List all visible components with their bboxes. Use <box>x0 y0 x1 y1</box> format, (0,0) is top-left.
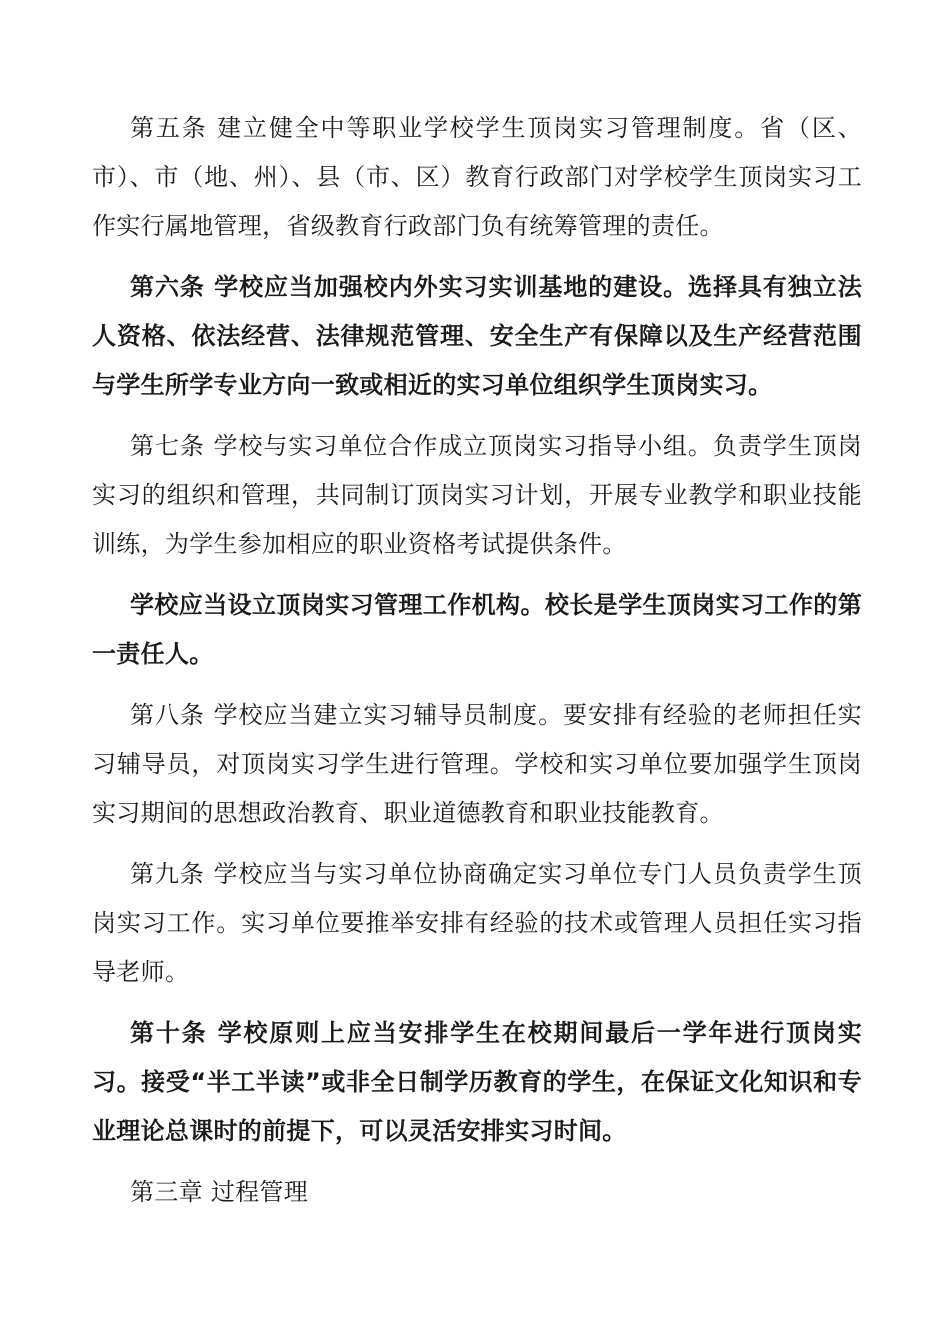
paragraph-management-body: 学校应当设立顶岗实习管理工作机构。校长是学生顶岗实习工作的第一责任人。 <box>92 591 862 668</box>
document-page <box>92 104 862 1229</box>
paragraph-article-10: 第十条 学校原则上应当安排学生在校期间最后一学年进行顶岗实习。接受“半工半读”或非全日制学历教育的学生，在保证文化知识和专业理论总课时的前提下，可以灵活安排实习时间。 <box>92 1019 862 1145</box>
paragraph-article-5: 第五条 建立健全中等职业学校学生顶岗实习管理制度。省（区、市）、市（地、州）、县（市、区）教育行政部门对学校学生顶岗实习工作实行属地管理，省级教育行政部门负有统筹管理的责任。 <box>92 114 862 240</box>
paragraph-article-6: 第六条 学校应当加强校内外实习实训基地的建设。选择具有独立法人资格、依法经营、法律规范管理、安全生产有保障以及生产经营范围与学生所学专业方向一致或相近的实习单位组织学生顶岗实习。 <box>92 273 862 399</box>
paragraph-article-8: 第八条 学校应当建立实习辅导员制度。要安排有经验的老师担任实习辅导员，对顶岗实习学生进行管理。学校和实习单位要加强学生顶岗实习期间的思想政治教育、职业道德教育和职业技能教育。 <box>92 701 862 827</box>
paragraph-article-9: 第九条 学校应当与实习单位协商确定实习单位专门人员负责学生顶岗实习工作。实习单位要推举安排有经验的技术或管理人员担任实习指导老师。 <box>92 860 862 986</box>
chapter-heading: 第三章 过程管理 <box>130 1178 309 1206</box>
paragraph-article-7: 第七条 学校与实习单位合作成立顶岗实习指导小组。负责学生顶岗实习的组织和管理，共同制订顶岗实习计划，开展专业教学和职业技能训练，为学生参加相应的职业资格考试提供条件。 <box>92 432 862 558</box>
